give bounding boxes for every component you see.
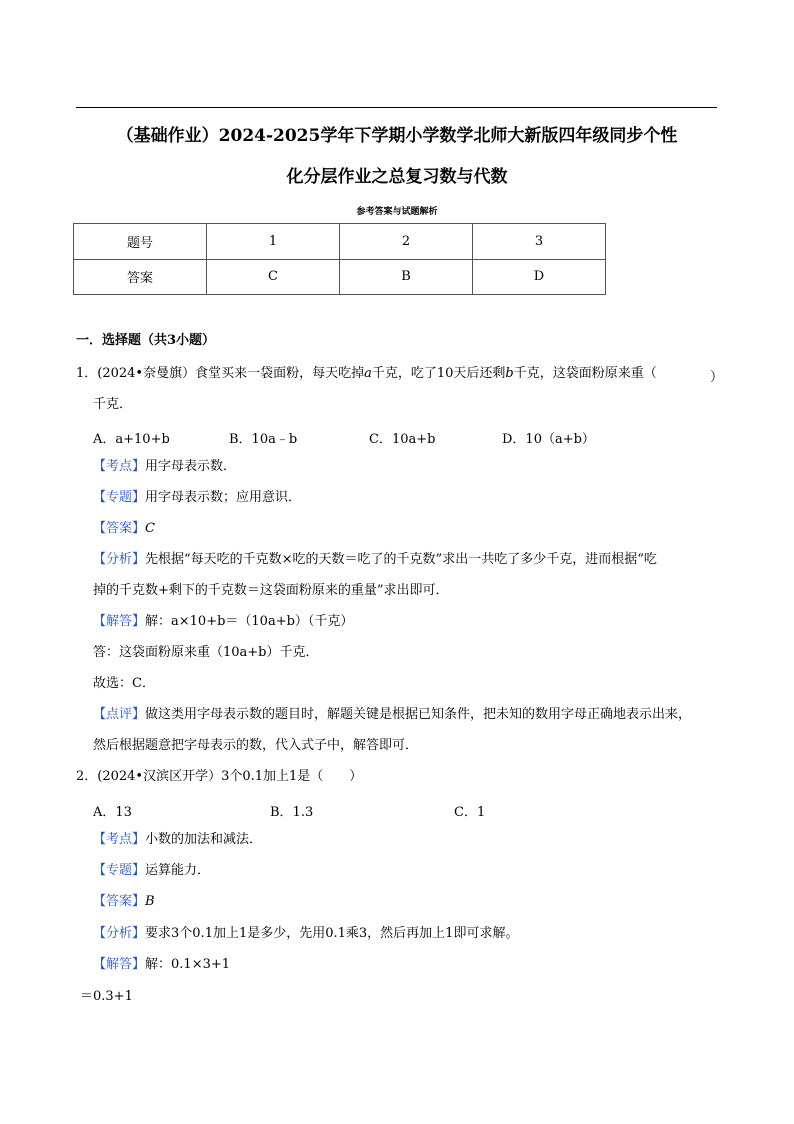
q2-answer <box>93 894 155 910</box>
jieda-tag: 【解答】 <box>93 614 146 629</box>
subtitle: 参考答案与试题解析 <box>356 207 438 217</box>
q2-option-c: C．1 <box>454 805 486 820</box>
q1-zhuanti <box>93 490 301 506</box>
table-cell: B <box>340 259 473 295</box>
q2-option-b: B．1.3 <box>270 805 314 820</box>
q1-jieda-3: 故选：C． <box>93 676 155 691</box>
q1-stem-c: 千克，这袋面粉原来重（ <box>513 366 657 381</box>
q1-answer-text: C <box>145 521 155 536</box>
q1-stem <box>76 366 657 382</box>
header-rule <box>76 107 717 108</box>
jieda-tag: 【解答】 <box>93 957 146 972</box>
q1-fenxi-1 <box>93 552 657 568</box>
table-row <box>74 224 606 260</box>
q1-var-a: a <box>364 366 372 381</box>
q2-kaodian <box>93 832 262 848</box>
q2-fenxi <box>93 926 518 942</box>
q1-zhuanti-text: 用字母表示数；应用意识． <box>145 490 302 505</box>
table-cell: 题号 <box>74 224 207 260</box>
table-cell: C <box>207 259 340 295</box>
q1-var-b: b <box>505 366 514 381</box>
q2-option-a: A．13 <box>93 805 132 820</box>
q2-jieda-2: ＝0.3+1 <box>80 989 133 1004</box>
zhuanti-tag: 【专题】 <box>93 490 146 505</box>
kaodian-tag: 【考点】 <box>93 459 146 474</box>
q1-answer <box>93 521 155 537</box>
fenxi-tag: 【分析】 <box>93 926 146 941</box>
q1-kaodian-text: 用字母表示数． <box>145 459 237 474</box>
q1-kaodian <box>93 459 236 475</box>
q1-dianping-text-1: 做这类用字母表示数的题目时，解题关键是根据已知条件，把未知的数用字母正确地表示出来， <box>145 707 692 722</box>
q1-option-b: B．10a﹣b <box>229 432 298 447</box>
q1-jieda-1 <box>93 614 353 630</box>
fenxi-tag: 【分析】 <box>93 552 146 567</box>
answer-table <box>73 223 606 295</box>
q1-fenxi-text-1: 先根据“每天吃的千克数×吃的天数＝吃了的千克数”求出一共吃了多少千克，进而根据“吃 <box>145 552 657 567</box>
q2-answer-text: B <box>145 894 155 909</box>
q1-option-d: D．10（a+b） <box>502 432 595 447</box>
q1-fenxi-2: 掉的千克数+剩下的千克数＝这袋面粉原来的重量”求出即可． <box>93 583 449 598</box>
q1-dianping-2: 然后根据题意把字母表示的数，代入式子中，解答即可． <box>93 738 419 753</box>
q1-stem-b: 千克，吃了10天后还剩 <box>371 366 506 381</box>
q1-stem-a: 1．(2024•奈曼旗）食堂买来一袋面粉，每天吃掉 <box>76 366 365 381</box>
q1-option-c: C．10a+b <box>369 432 436 447</box>
section-heading: 一．选择题（共3小题） <box>76 333 216 348</box>
page-title-line2: 化分层作业之总复习数与代数 <box>286 167 508 187</box>
table-cell: 答案 <box>74 259 207 295</box>
table-cell: 1 <box>207 224 340 260</box>
q2-fenxi-text: 要求3个0.1加上1是多少，先用0.1乘3，然后再加上1即可求解。 <box>145 926 519 941</box>
dianping-tag: 【点评】 <box>93 707 146 722</box>
table-cell: D <box>473 259 606 295</box>
table-cell: 2 <box>340 224 473 260</box>
q2-stem: 2．(2024•汉滨区开学）3个0.1加上1是（ ） <box>76 769 363 784</box>
q1-option-a: A．a+10+b <box>93 432 170 447</box>
q1-dianping-1 <box>93 707 691 723</box>
q2-zhuanti-text: 运算能力． <box>145 863 211 878</box>
answer-tag: 【答案】 <box>93 521 146 536</box>
q2-kaodian-text: 小数的加法和减法． <box>145 832 263 847</box>
q1-bracket-close: ） <box>710 370 724 385</box>
q1-stem-line2: 千克． <box>93 397 133 412</box>
table-cell: 3 <box>473 224 606 260</box>
q2-zhuanti <box>93 863 210 879</box>
zhuanti-tag: 【专题】 <box>93 863 146 878</box>
q1-jieda-2: 答：这袋面粉原来重（10a+b）千克． <box>93 645 319 660</box>
q2-jieda-1 <box>93 957 230 973</box>
table-row <box>74 259 606 295</box>
kaodian-tag: 【考点】 <box>93 832 146 847</box>
q1-jieda-text-1: 解：a×10+b＝（10a+b）（千克） <box>145 614 354 629</box>
answer-tag: 【答案】 <box>93 894 146 909</box>
q2-jieda-text-1: 解：0.1×3+1 <box>145 957 231 972</box>
page-title-line1: （基础作业）2024-2025学年下学期小学数学北师大新版四年级同步个性 <box>116 126 678 146</box>
